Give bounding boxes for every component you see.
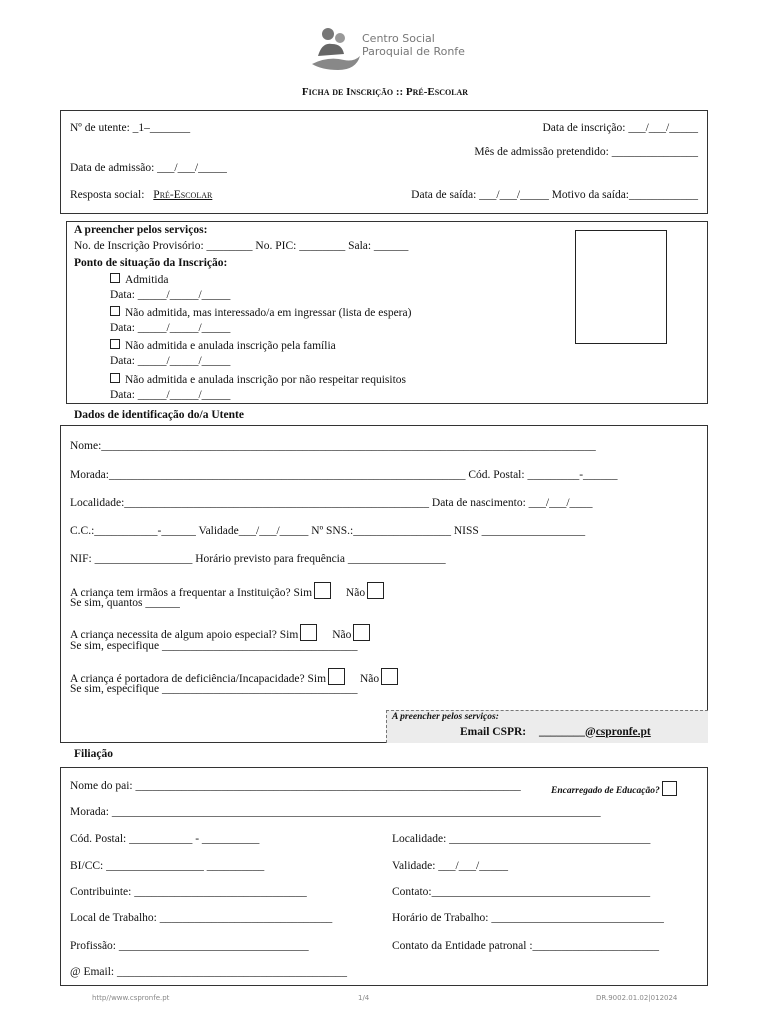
- data-inscricao-field[interactable]: Data de inscrição: ___/___/_____: [542, 122, 698, 134]
- photo-box[interactable]: [575, 230, 667, 344]
- logo: [308, 26, 468, 74]
- irmaos-nao-checkbox[interactable]: [367, 582, 384, 599]
- encarregado-educacao: Encarregado de Educação?: [551, 781, 677, 796]
- checkbox[interactable]: [110, 306, 120, 316]
- logo-line1: Centro Social: [362, 32, 435, 45]
- filiacao-profissao[interactable]: Profissão: _________________________________: [70, 940, 309, 952]
- utente-field[interactable]: Nº de utente: _1–_______: [70, 122, 191, 134]
- nome-field[interactable]: Nome:______________________________________________________________________________________: [70, 440, 596, 452]
- apoio-sim-checkbox[interactable]: [300, 624, 317, 641]
- data-admissao-field[interactable]: Data de admissão: ___/___/_____: [70, 162, 227, 174]
- filiacao-contato-entidade[interactable]: Contato da Entidade patronal :______________________: [392, 940, 660, 952]
- apoio-question: A criança necessita de algum apoio especial? Sim Não: [70, 624, 370, 641]
- cc-field[interactable]: C.C.:___________-______ Validade___/___/_____ Nº SNS.:_________________ NISS __________________: [70, 525, 586, 537]
- logo-icon: [308, 26, 362, 74]
- deficiencia-especifique[interactable]: Se sim, especifique __________________________________: [70, 683, 358, 695]
- page-title: Ficha de Inscrição :: Pré-Escolar: [301, 86, 469, 98]
- footer-url[interactable]: http//www.cspronfe.pt: [92, 994, 170, 1002]
- filiacao-horario[interactable]: Horário de Trabalho: ______________________________: [392, 912, 664, 924]
- morada-field[interactable]: Morada:______________________________________________________________ Cód. Postal: _________-______: [70, 469, 618, 481]
- apoio-nao-checkbox[interactable]: [353, 624, 370, 641]
- checkbox[interactable]: [110, 373, 120, 383]
- checkbox[interactable]: [110, 339, 120, 349]
- data-saida-field[interactable]: Data de saída: ___/___/_____ Motivo da saída:____________: [411, 189, 698, 201]
- ponto-situacao-heading: Ponto de situação da Inscrição:: [74, 257, 228, 269]
- servicos-heading: A preencher pelos serviços:: [74, 224, 208, 236]
- option-admitida[interactable]: Admitida: [110, 273, 168, 286]
- filiacao-contato[interactable]: Contato:______________________________________: [392, 886, 651, 898]
- localidade-field[interactable]: Localidade:_____________________________________________________ Data de nascimento: ___/___/____: [70, 497, 593, 509]
- filiacao-bicc[interactable]: BI/CC: _________________ __________: [70, 860, 265, 872]
- footer-code: DR.9002.01.02|012024: [596, 994, 678, 1002]
- option-anulada-familia-date[interactable]: Data: _____/_____/_____: [110, 355, 231, 367]
- filiacao-morada-field[interactable]: Morada: _____________________________________________________________________________________: [70, 806, 601, 818]
- resposta-value: Pré-Escolar: [153, 189, 213, 201]
- deficiencia-nao-checkbox[interactable]: [381, 668, 398, 685]
- email-servicos-label: A preencher pelos serviços:: [392, 712, 499, 722]
- option-anulada-familia[interactable]: Não admitida e anulada inscrição pela família: [110, 339, 336, 352]
- option-anulada-requisitos-date[interactable]: Data: _____/_____/_____: [110, 389, 231, 401]
- mes-admissao-field[interactable]: Mês de admissão pretendido: _______________: [474, 146, 698, 158]
- filiacao-validade[interactable]: Validade: ___/___/_____: [392, 860, 508, 872]
- footer-page: 1/4: [358, 994, 370, 1002]
- checkbox[interactable]: [110, 273, 120, 283]
- apoio-especifique[interactable]: Se sim, especifique __________________________________: [70, 640, 358, 652]
- option-admitida-date[interactable]: Data: _____/_____/_____: [110, 289, 231, 301]
- irmaos-question: A criança tem irmãos a frequentar a Instituição? Sim Não: [70, 582, 384, 599]
- filiacao-email[interactable]: @ Email: ________________________________________: [70, 966, 347, 978]
- option-anulada-requisitos[interactable]: Não admitida e anulada inscrição por não respeitar requisitos: [110, 373, 406, 386]
- deficiencia-question: A criança é portadora de deficiência/Incapacidade? Sim Não: [70, 668, 398, 685]
- filiacao-localidade[interactable]: Localidade: ___________________________________: [392, 833, 651, 845]
- filiacao-contribuinte[interactable]: Contribuinte: ______________________________: [70, 886, 307, 898]
- option-lista-espera-date[interactable]: Data: _____/_____/_____: [110, 322, 231, 334]
- filiacao-local-trabalho[interactable]: Local de Trabalho: ______________________________: [70, 912, 333, 924]
- resposta-label: Resposta social:: [70, 189, 145, 201]
- nome-pai-field[interactable]: Nome do pai: ___________________________________________________________________: [70, 780, 521, 792]
- filiacao-box: [60, 767, 708, 986]
- resposta-social: [70, 189, 212, 201]
- filiacao-heading: Filiação: [74, 748, 113, 760]
- nif-field[interactable]: NIF: _________________ Horário previsto para frequência _________________: [70, 553, 446, 565]
- inscricao-provisoria-line[interactable]: No. de Inscrição Provisório: ________ No. PIC: ________ Sala: ______: [74, 240, 409, 252]
- filiacao-cod-postal[interactable]: Cód. Postal: ___________ - __________: [70, 833, 260, 845]
- email-cspr-line[interactable]: Email CSPR: ________@cspronfe.pt: [460, 726, 651, 738]
- logo-line2: Paroquial de Ronfe: [362, 45, 465, 58]
- encarregado-checkbox[interactable]: [662, 781, 677, 796]
- irmaos-quantos[interactable]: Se sim, quantos ______: [70, 597, 180, 609]
- option-lista-espera[interactable]: Não admitida, mas interessado/a em ingressar (lista de espera): [110, 306, 411, 319]
- irmaos-sim-checkbox[interactable]: [314, 582, 331, 599]
- ident-heading: Dados de identificação do/a Utente: [74, 409, 244, 421]
